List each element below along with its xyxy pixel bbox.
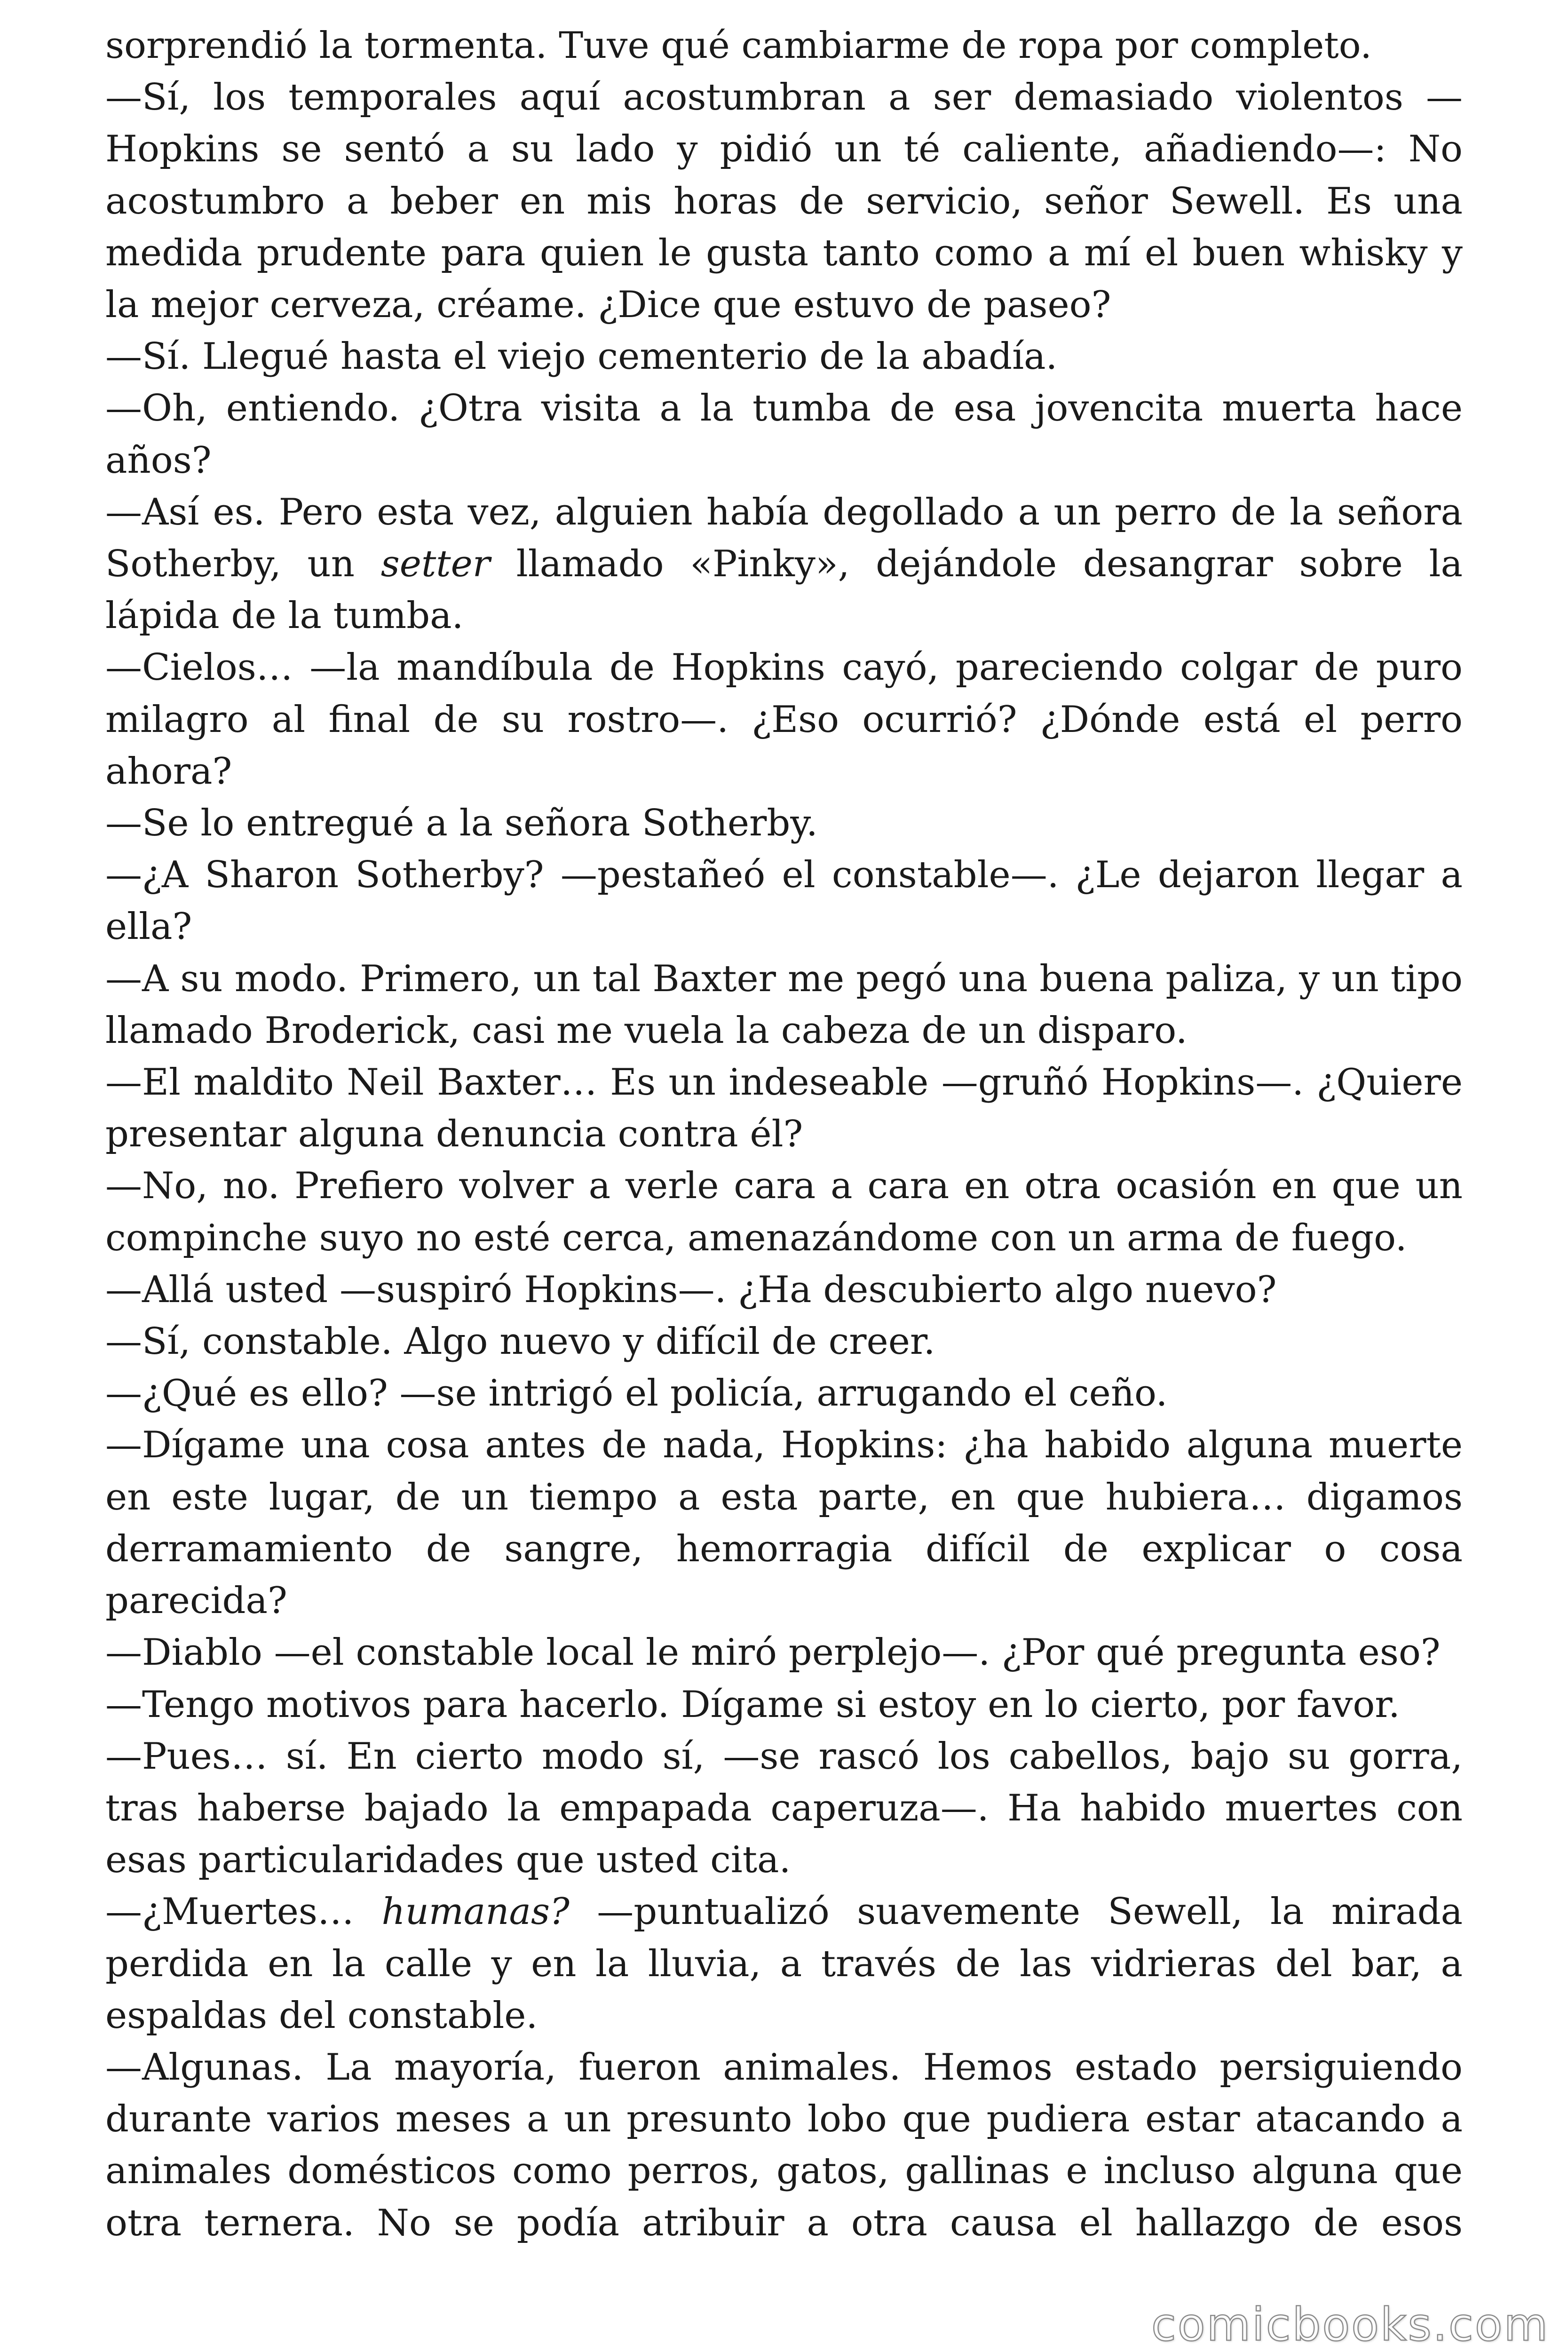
paragraph: —Diablo —el constable local le miró perplejo—. ¿Por qué pregunta eso? [105,1631,1441,1674]
paragraph: —Sí, los temporales aquí acostumbran a ser demasiado violentos —Hopkins se sentó a su lado y pidió un té caliente, añadiendo—: No acostumbro a beber en mis horas de servicio, señor Sewell. Es una medida prudente para quien le gusta tanto como a mí el buen whisky y la mejor cerveza, créame. ¿Dice que estuvo de paseo? [105,76,1463,326]
paragraph: —Allá usted —suspiró Hopkins—. ¿Ha descubierto algo nuevo? [105,1268,1277,1311]
paragraph: —¿A Sharon Sotherby? —pestañeó el constable—. ¿Le dejaron llegar a ella? [105,854,1463,948]
paragraph: —Cielos… —la mandíbula de Hopkins cayó, pareciendo colgar de puro milagro al final de su rostro—. ¿Eso ocurrió? ¿Dónde está el perro ahora? [105,646,1463,793]
italic-word: humanas? [381,1891,570,1933]
paragraph: —¿Qué es ello? —se intrigó el policía, arrugando el ceño. [105,1372,1168,1415]
paragraph [105,1886,1463,2042]
paragraph: —Sí, constable. Algo nuevo y difícil de creer. [105,1320,935,1363]
watermark: comicbooks.com [1151,2298,1549,2351]
paragraph-text: —¿Muertes… [105,1891,382,1933]
paragraph: —Oh, entiendo. ¿Otra visita a la tumba de esa jovencita muerta hace años? [105,387,1463,482]
paragraph: —No, no. Prefiero volver a verle cara a cara en otra ocasión en que un compinche suyo no esté cerca, amenazándome con un arma de fuego. [105,1165,1463,1259]
paragraph: —Se lo entregué a la señora Sotherby. [105,802,818,845]
paragraph: —A su modo. Primero, un tal Baxter me pegó una buena paliza, y un tipo llamado Broderick, casi me vuela la cabeza de un disparo. [105,957,1463,1052]
paragraph: —Dígame una cosa antes de nada, Hopkins: ¿ha habido alguna muerte en este lugar, de un tiempo a esta parte, en que hubiera… digamos derramamiento de sangre, hemorragia difícil de explicar o cosa parecida? [105,1424,1463,1622]
page-text [105,20,1463,2249]
italic-word: setter [380,543,491,586]
paragraph-text: llamado «Pinky», dejándole desangrar sobre la lápida de la tumba. [105,543,1463,637]
paragraph: —Tengo motivos para hacerlo. Dígame si estoy en lo cierto, por favor. [105,1683,1400,1726]
paragraph: —Algunas. La mayoría, fueron animales. Hemos estado persiguiendo durante varios meses a un presunto lobo que pudiera estar atacando a animales domésticos como perros, gatos, gallinas e incluso alguna que otra ternera. No se podía atribuir a otra causa el hallazgo de esos [105,2046,1463,2244]
paragraph: —El maldito Neil Baxter… Es un indeseable —gruñó Hopkins—. ¿Quiere presentar alguna denuncia contra él? [105,1061,1463,1156]
paragraph: —Sí. Llegué hasta el viejo cementerio de la abadía. [105,335,1058,378]
paragraph-text: —Así es. Pero esta vez, alguien había degollado a un perro de la señora Sotherby, un [105,491,1463,586]
paragraph: —Pues… sí. En cierto modo sí, —se rascó los cabellos, bajo su gorra, tras haberse bajado la empapada caperuza—. Ha habido muertes con esas particularidades que usted cita. [105,1735,1463,1882]
paragraph-text: —puntualizó suavemente Sewell, la mirada perdida en la calle y en la lluvia, a través de las vidrieras del bar, a espaldas del constable. [105,1891,1463,2037]
paragraph [105,486,1463,642]
paragraph: sorprendió la tormenta. Tuve qué cambiarme de ropa por completo. [105,24,1372,67]
